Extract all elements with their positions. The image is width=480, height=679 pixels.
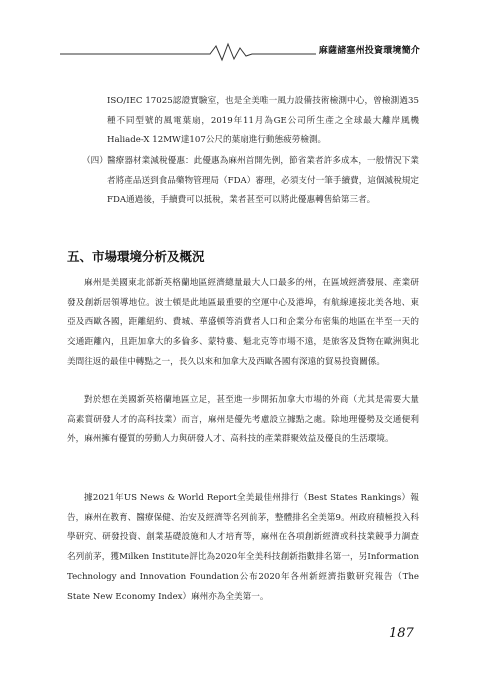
body-paragraph-2: 對於想在美國新英格蘭地區立足，甚至進一步開拓加拿大市場的外商（尤其是需要大量高素質研發人才的高科技業）而言，麻州是優先考慮設立據點之處。除地理優勢及交通便利外，麻州擁有優質的勞動人力與研發人才、高科技的產業群聚效益及優良的生活環境。: [67, 395, 419, 445]
list-item-text: 醫療器材業減稅優惠：此優惠為麻州首開先例，節省業者許多成本，一般情況下業者將產品送到食品藥物管理局（FDA）審理，必須支付一筆手續費，這個減稅規定FDA通過後，手續費可以抵稅，業者甚至可以將此優惠轉售給第三者。: [107, 156, 419, 206]
header-title: 麻薩諸塞州投資環境簡介: [316, 43, 420, 56]
running-header: [60, 40, 420, 62]
body-paragraph-3: 據2021年US News & World Report全美最佳州排行（Best States Rankings）報告，麻州在教育、醫療保健、治安及經濟等名列前茅，整體排名全美第9。州政府積極投入科學研究、研發投資、創業基礎設施和人才培育等，麻州在各項創新經濟或科技業競爭力調查名列前茅，獲Milken Institute評比為2020年全美科技創新指數排名第一，另Information Technology and Innovation Foundation公布2020年各州新經濟指數研究報告（The State New Economy Index）麻州亦為全美第一。: [67, 493, 419, 602]
page-number: 187: [389, 626, 414, 641]
continued-paragraph: ISO/IEC 17025認證實驗室，也是全美唯一風力設備技術檢測中心，曾檢測過35種不同型號的風電葉扇，2019年11月為GE公司所生產之全球最大離岸風機Haliade-X 12MW達107公尺的葉扇進行動態疲勞檢測。: [107, 96, 419, 146]
body-paragraph-1: 麻州是美國東北部新英格蘭地區經濟總量最大人口最多的州，在區域經濟發展、產業研發及創新居領導地位。波士頓是此地區最重要的空運中心及港埠，有航線連接北美各地、東亞及西歐各國，距離紐約、費城、華盛頓等消費者人口和企業分布密集的地區在半至一天的交通距離內，且距加拿大的多倫多、蒙特婁、魁北克等市場不遠，是旅客及貨物在歐洲與北美間往返的最佳中轉點之一，長久以來和加拿大及西歐各國有深遠的貿易投資關係。: [67, 278, 419, 367]
list-item-number: （四）: [82, 156, 108, 166]
section-heading: 五、市場環境分析及概況: [67, 249, 205, 264]
